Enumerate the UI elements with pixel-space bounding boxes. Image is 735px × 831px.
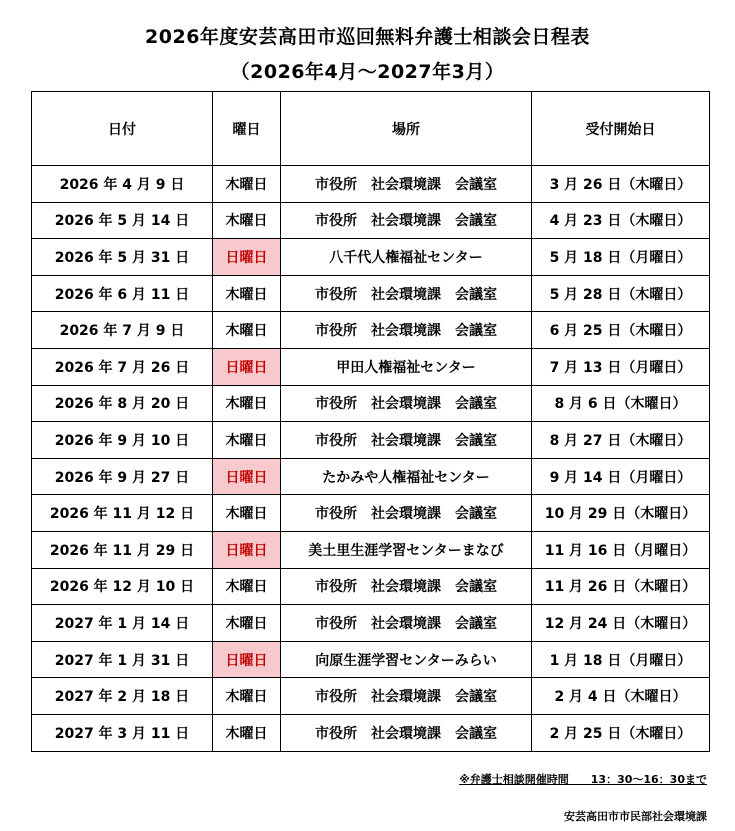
date-cell: 2027 年 1 月 31 日	[32, 641, 213, 678]
place-cell: 市役所 社会環境課 会議室	[281, 275, 532, 312]
table-row	[32, 605, 710, 642]
date-cell: 2026 年 6 月 11 日	[32, 275, 213, 312]
place-cell: 美土里生涯学習センターまなび	[281, 531, 532, 568]
table-row	[32, 202, 710, 239]
date-cell: 2026 年 4 月 9 日	[32, 166, 213, 203]
start-date-cell: 8 月 27 日（木曜日）	[532, 422, 710, 459]
date-cell: 2026 年 5 月 14 日	[32, 202, 213, 239]
weekday-cell: 日曜日	[213, 531, 281, 568]
start-date-cell: 9 月 14 日（月曜日）	[532, 458, 710, 495]
place-cell: 八千代人権福祉センター	[281, 239, 532, 276]
weekday-cell: 木曜日	[213, 275, 281, 312]
place-cell: 市役所 社会環境課 会議室	[281, 678, 532, 715]
weekday-cell: 木曜日	[213, 568, 281, 605]
date-cell: 2026 年 5 月 31 日	[32, 239, 213, 276]
place-cell: 市役所 社会環境課 会議室	[281, 605, 532, 642]
start-date-cell: 1 月 18 日（月曜日）	[532, 641, 710, 678]
start-date-cell: 4 月 23 日（木曜日）	[532, 202, 710, 239]
place-cell: 市役所 社会環境課 会議室	[281, 385, 532, 422]
start-date-cell: 3 月 26 日（木曜日）	[532, 166, 710, 203]
table-row	[32, 385, 710, 422]
hours-note: ※弁護士相談開催時間 13：30～16：30まで	[459, 773, 707, 786]
header-weekday: 曜日	[213, 92, 281, 166]
table-row	[32, 458, 710, 495]
date-cell: 2026 年 9 月 27 日	[32, 458, 213, 495]
header-start: 受付開始日	[532, 92, 710, 166]
place-cell: 向原生涯学習センターみらい	[281, 641, 532, 678]
table-row	[32, 531, 710, 568]
place-cell: 甲田人権福祉センター	[281, 348, 532, 385]
date-cell: 2027 年 3 月 11 日	[32, 714, 213, 751]
weekday-cell: 日曜日	[213, 239, 281, 276]
start-date-cell: 11 月 26 日（木曜日）	[532, 568, 710, 605]
date-cell: 2026 年 11 月 29 日	[32, 531, 213, 568]
date-cell: 2026 年 8 月 20 日	[32, 385, 213, 422]
weekday-cell: 木曜日	[213, 495, 281, 532]
schedule-table	[31, 91, 710, 752]
start-date-cell: 7 月 13 日（月曜日）	[532, 348, 710, 385]
header-row	[32, 92, 710, 166]
table-row	[32, 239, 710, 276]
date-cell: 2026 年 12 月 10 日	[32, 568, 213, 605]
weekday-cell: 木曜日	[213, 202, 281, 239]
weekday-cell: 木曜日	[213, 422, 281, 459]
table-row	[32, 348, 710, 385]
weekday-cell: 木曜日	[213, 678, 281, 715]
date-cell: 2026 年 11 月 12 日	[32, 495, 213, 532]
date-cell: 2026 年 7 月 26 日	[32, 348, 213, 385]
place-cell: 市役所 社会環境課 会議室	[281, 568, 532, 605]
weekday-cell: 日曜日	[213, 641, 281, 678]
header-date: 日付	[32, 92, 213, 166]
date-cell: 2027 年 1 月 14 日	[32, 605, 213, 642]
table-row	[32, 422, 710, 459]
date-cell: 2027 年 2 月 18 日	[32, 678, 213, 715]
start-date-cell: 10 月 29 日（木曜日）	[532, 495, 710, 532]
place-cell: 市役所 社会環境課 会議室	[281, 312, 532, 349]
weekday-cell: 木曜日	[213, 605, 281, 642]
table-row	[32, 495, 710, 532]
start-date-cell: 11 月 16 日（月曜日）	[532, 531, 710, 568]
header-place: 場所	[281, 92, 532, 166]
weekday-cell: 木曜日	[213, 312, 281, 349]
page-title: 2026年度安芸高田市巡回無料弁護士相談会日程表	[145, 26, 590, 48]
table-row	[32, 166, 710, 203]
table-row	[32, 312, 710, 349]
weekday-cell: 日曜日	[213, 348, 281, 385]
table-row	[32, 678, 710, 715]
page-subtitle: （2026年4月～2027年3月）	[230, 61, 505, 83]
place-cell: 市役所 社会環境課 会議室	[281, 422, 532, 459]
place-cell: 市役所 社会環境課 会議室	[281, 166, 532, 203]
weekday-cell: 木曜日	[213, 385, 281, 422]
place-cell: 市役所 社会環境課 会議室	[281, 202, 532, 239]
start-date-cell: 6 月 25 日（木曜日）	[532, 312, 710, 349]
weekday-cell: 日曜日	[213, 458, 281, 495]
start-date-cell: 12 月 24 日（木曜日）	[532, 605, 710, 642]
start-date-cell: 8 月 6 日（木曜日）	[532, 385, 710, 422]
weekday-cell: 木曜日	[213, 714, 281, 751]
table-row	[32, 275, 710, 312]
start-date-cell: 2 月 25 日（木曜日）	[532, 714, 710, 751]
weekday-cell: 木曜日	[213, 166, 281, 203]
start-date-cell: 5 月 18 日（月曜日）	[532, 239, 710, 276]
place-cell: たかみや人権福祉センター	[281, 458, 532, 495]
place-cell: 市役所 社会環境課 会議室	[281, 495, 532, 532]
start-date-cell: 2 月 4 日（木曜日）	[532, 678, 710, 715]
date-cell: 2026 年 7 月 9 日	[32, 312, 213, 349]
place-cell: 市役所 社会環境課 会議室	[281, 714, 532, 751]
start-date-cell: 5 月 28 日（木曜日）	[532, 275, 710, 312]
table-row	[32, 641, 710, 678]
table-row	[32, 714, 710, 751]
department-footer: 安芸高田市市民部社会環境課	[564, 810, 707, 823]
date-cell: 2026 年 9 月 10 日	[32, 422, 213, 459]
table-row	[32, 568, 710, 605]
